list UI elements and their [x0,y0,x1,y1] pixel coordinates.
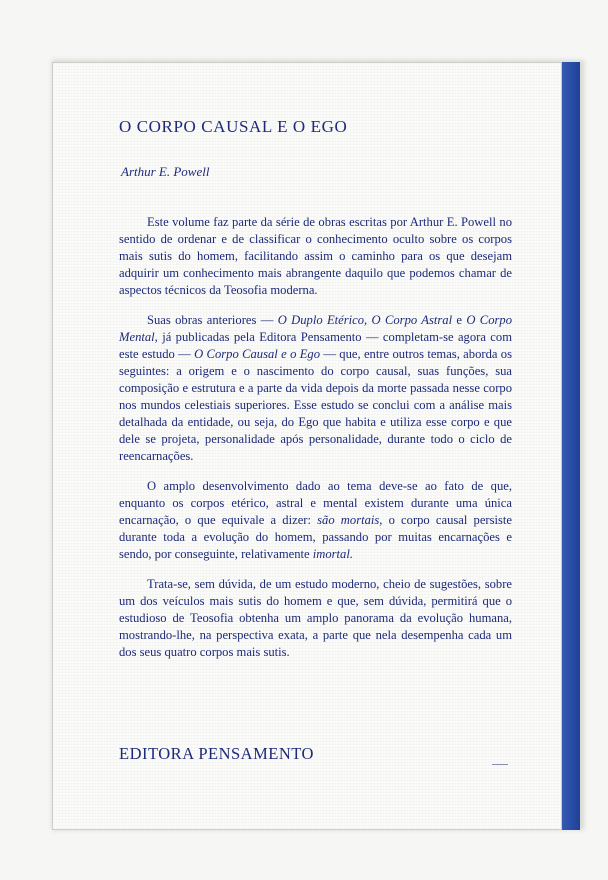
italic-run: imortal. [312,547,353,561]
book-author: Arthur E. Powell [121,164,210,179]
italic-run: são mortais, [317,513,383,527]
italic-run: O Duplo Etérico, O Corpo Astral [277,313,453,327]
italic-run: O Corpo Mental, [119,313,512,344]
italic-run: O Corpo Causal e o Ego [194,347,320,361]
text-run: e [452,313,467,327]
blurb-paragraph [119,576,512,661]
book-title: O CORPO CAUSAL E O EGO [119,117,348,136]
text-run: O amplo desenvolvimento dado ao tema deve-se ao fato de que, enquanto os corpos etérico, astral e mental existem durante uma única encarnação, o que equivale a dizer: [119,479,512,527]
text-run: Suas obras anteriores — [147,313,278,327]
text-run: Trata-se, sem dúvida, de um estudo moderno, cheio de sugestões, sobre um dos veículos mais sutis do homem e que, sem dúvida, permitirá que o estudioso de Teosofia obtenha um amplo panorama da evolução humana, mostrando-lhe, na perspectiva exata, a parte que nela desempenha cada um dos seus quatro corpos mais sutis. [119,577,512,659]
text-run: — que, entre outros temas, aborda os seguintes: a origem e o nascimento do corpo causal, suas funções, sua composição e estrutura e a parte da vida depois da morte passada nesse corpo nos mundos celestiais superiores. Esse estudo se conclui com a análise mais detalhada da entidade, ou seja, do Ego que habita e utiliza esse corpo e que dele se projeta, personalidade após personalidade, durante todo o ciclo de reencarnações. [119,347,512,463]
text-run: já publicadas pela Editora Pensamento — completam-se agora com este estudo — [119,330,512,361]
blurb-paragraph [119,214,512,299]
blurb-paragraph [119,312,512,465]
text-run: Este volume faz parte da série de obras escritas por Arthur E. Powell no sentido de ordenar e de classificar o conhecimento oculto sobre os corpos mais sutis do homem, facilitando assim o caminho para os que desejam adquirir um conhecimento mais abrangente daquilo que podemos chamar de aspectos técnicos da Teosofia moderna. [119,215,512,297]
blurb-text [119,214,512,674]
print-mark [492,764,508,765]
blurb-paragraph [119,478,512,563]
publisher-name: EDITORA PENSAMENTO [119,744,314,763]
text-run: o corpo causal persiste durante toda a evolução do homem, passando por muitas encarnações e sendo, por conseguinte, relativamente [119,513,512,561]
